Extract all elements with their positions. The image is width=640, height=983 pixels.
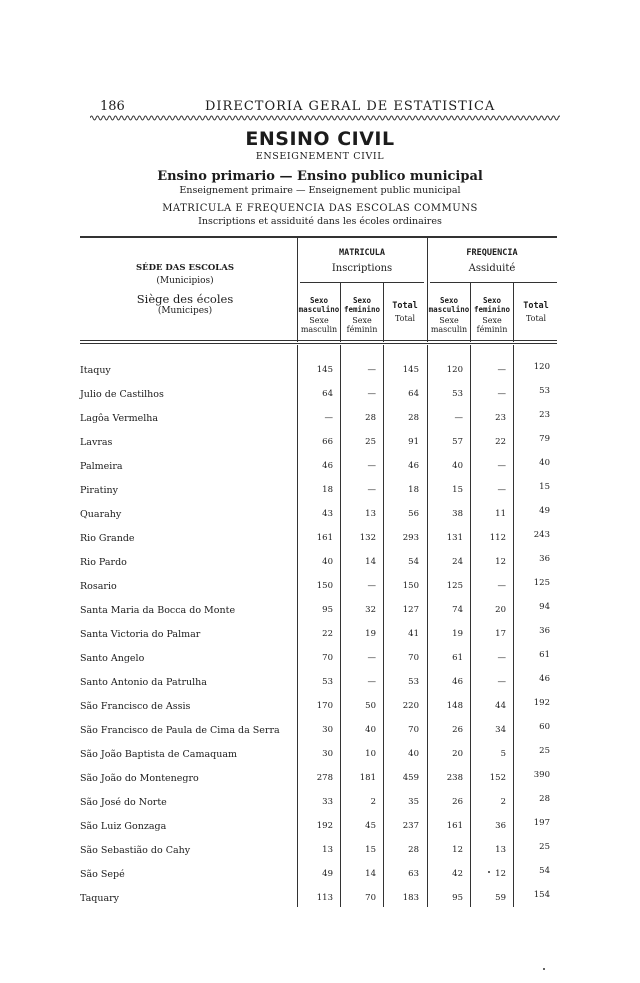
table-cell: 41 [408,629,419,639]
table-cell: — [367,581,376,591]
table-cell: 70 [408,653,419,663]
table-cell: — [367,677,376,687]
table-cell: 46 [539,674,550,684]
table-cell: — [497,653,506,663]
subheader-label-fr: féminin [346,325,378,334]
subheader-label: Sexo [309,296,329,305]
row-name: Rio Pardo [80,557,127,568]
table-cell: 24 [452,557,463,567]
table-cell: 278 [316,773,333,783]
table-cell: 183 [402,893,419,903]
table-cell: 33 [322,797,333,807]
table-cell: 14 [365,557,376,567]
column-rule [297,238,298,342]
table-cell: 12 [495,869,506,879]
table-cell: 30 [322,725,333,735]
table-cell: 25 [539,842,550,852]
header-frequencia-fr: Assiduité [468,263,516,274]
table-cell: 36 [539,626,550,636]
column-rule [383,283,384,342]
table-cell: — [497,485,506,495]
table-cell: 390 [533,770,550,780]
table-cell: 49 [322,869,333,879]
subheader-label: masculino [428,305,470,314]
table-cell: 40 [452,461,463,471]
table-cell: 125 [446,581,463,591]
table-cell: 192 [533,698,550,708]
row-name: São José do Norte [80,797,167,808]
table-cell: 220 [402,701,419,711]
scan-speck [543,968,545,970]
table-cell: 61 [452,653,463,663]
table-cell: 127 [402,605,419,615]
table-cell: 14 [365,869,376,879]
column-rule [340,283,341,342]
table-cell: 66 [322,437,333,447]
subheader-label: feminino [473,305,511,314]
table-cell: 5 [500,749,506,759]
table-cell: 70 [365,893,376,903]
scan-speck [488,871,490,873]
table-cell: 36 [539,554,550,564]
header-matricula-fr: Inscriptions [331,263,393,274]
table-cell: 25 [365,437,376,447]
table-cell: 120 [533,362,550,372]
table-cell: 94 [539,602,550,612]
row-name: São Sepé [80,869,125,880]
table-cell: 40 [322,557,333,567]
header-bottom-rule [80,340,557,341]
subheader-mat-male [298,296,340,334]
header-seat-pt: SÉDE DAS ESCOLAS [136,263,234,273]
table-cell: 79 [539,434,550,444]
subheader-label: Sexo [439,296,459,305]
row-name: Santo Angelo [80,653,145,664]
table-cell: 161 [446,821,463,831]
row-name: Santa Victoria do Palmar [80,629,201,640]
row-name: São João Baptista de Camaquam [80,749,238,760]
table-cell: 34 [495,725,506,735]
table-cell: 11 [495,509,506,519]
table-cell: 53 [408,677,419,687]
row-name: Lavras [80,437,113,448]
table-cell: 197 [533,818,550,828]
table-cell: 237 [402,821,419,831]
header-seat-fr-sub: (Municipes) [157,306,213,316]
table-cell: 95 [322,605,333,615]
table-cell: 35 [408,797,419,807]
table-cell: — [497,389,506,399]
row-name: Palmeira [80,461,123,472]
table-cell: 10 [365,749,376,759]
subheader-mat-female [341,296,383,334]
table-cell: 53 [452,389,463,399]
column-rule [513,283,514,342]
table-cell: — [497,677,506,687]
group-rule-matricula [300,282,424,283]
table-cell: 28 [365,413,376,423]
table-cell: 145 [316,365,333,375]
table-cell: 13 [495,845,506,855]
table-cell: 181 [359,773,376,783]
subheader-freq-total [514,302,558,323]
page-number: 186 [100,99,125,114]
table-cell: 46 [452,677,463,687]
subheader-freq-male [428,296,470,334]
header-seat-fr: Siège des écoles [136,292,234,306]
row-name: Santo Antonio da Patrulha [80,677,207,688]
table-cell: — [367,461,376,471]
table-cell: 28 [408,845,419,855]
subheader-label: Sexo [482,296,502,305]
table-cell: 112 [489,533,506,543]
subheader-label: masculino [298,305,340,314]
table-cell: 2 [500,797,506,807]
table-cell: 38 [452,509,463,519]
table-cell: 49 [539,506,550,516]
table-cell: 19 [365,629,376,639]
subheader-label-fr: Total [394,314,416,323]
table-cell: 40 [408,749,419,759]
table-cell: 60 [539,722,550,732]
page-subtitle-fr: ENSEIGNEMENT CIVIL [255,151,385,162]
table-cell: 74 [452,605,463,615]
table-cell: — [367,653,376,663]
table-cell: — [454,413,463,423]
section-title-fr: Enseignement primaire — Enseignement public municipal [179,185,461,196]
table-cell: 30 [322,749,333,759]
column-rule [470,283,471,342]
table-cell: 22 [322,629,333,639]
table-cell: 44 [495,701,506,711]
subheader-mat-total [384,302,426,323]
table-cell: — [497,365,506,375]
table-cell: 54 [539,866,550,876]
table-cell: 20 [452,749,463,759]
table-top-rule [80,236,557,238]
table-cell: 148 [446,701,463,711]
table-cell: 131 [446,533,463,543]
table-caption: MATRICULA E FREQUENCIA DAS ESCOLAS COMMUNS [162,203,478,214]
table-cell: 15 [365,845,376,855]
header-matricula: MATRICULA [338,248,386,258]
header-frequencia: FREQUENCIA [466,248,518,258]
subheader-label: Sexo [352,296,372,305]
table-cell: 170 [316,701,333,711]
table-cell: 59 [495,893,506,903]
table-cell: 57 [452,437,463,447]
subheader-label-fr: masculin [430,325,468,334]
table-cell: 132 [359,533,376,543]
table-cell: 145 [402,365,419,375]
table-cell: 12 [452,845,463,855]
row-name: São Sebastião do Cahy [80,845,191,856]
header-bottom-rule [80,343,557,344]
table-cell: 40 [539,458,550,468]
table-cell: 192 [316,821,333,831]
table-cell: 12 [495,557,506,567]
table-cell: 26 [452,725,463,735]
table-cell: 32 [365,605,376,615]
table-cell: 238 [446,773,463,783]
table-cell: 36 [495,821,506,831]
table-cell: 54 [408,557,419,567]
row-name: São Francisco de Assis [80,701,191,712]
row-name: Taquary [80,893,120,904]
table-cell: 46 [322,461,333,471]
subheader-label-fr: Sexe [309,316,329,325]
table-cell: — [367,485,376,495]
subheader-label: feminino [343,305,381,314]
row-name: Quarahy [80,509,122,520]
row-name: Itaquy [80,365,111,376]
table-cell: 13 [322,845,333,855]
table-cell: 2 [370,797,376,807]
table-cell: 15 [452,485,463,495]
subheader-label-fr: Total [525,314,547,323]
table-cell: 95 [452,893,463,903]
table-cell: 91 [408,437,419,447]
table-cell: 459 [402,773,419,783]
table-cell: 43 [322,509,333,519]
table-cell: 22 [495,437,506,447]
table-cell: 50 [365,701,376,711]
subheader-label: Total [392,301,418,311]
subheader-label-fr: Sexe [352,316,372,325]
table-cell: 161 [316,533,333,543]
table-cell: 125 [533,578,550,588]
table-cell: 154 [533,890,550,900]
table-cell: 53 [322,677,333,687]
page-title: ENSINO CIVIL [245,128,395,150]
row-name: Lagôa Vermelha [80,413,159,424]
table-cell: 25 [539,746,550,756]
table-cell: — [497,581,506,591]
row-name: Piratiny [80,485,118,496]
table-cell: 45 [365,821,376,831]
section-title: Ensino primario — Ensino publico municipal [157,169,483,184]
table-cell: 19 [452,629,463,639]
table-cell: 53 [539,386,550,396]
header-seat-pt-sub: (Municipios) [156,276,214,286]
row-name: Rio Grande [80,533,135,544]
table-cell: 40 [365,725,376,735]
running-title: DIRECTORIA GERAL DE ESTATISTICA [205,99,496,114]
table-cell: 26 [452,797,463,807]
row-name: São João do Montenegro [80,773,199,784]
table-cell: 293 [402,533,419,543]
row-name: Julio de Castilhos [80,389,164,400]
subheader-label: Total [523,301,549,311]
group-rule-frequencia [430,282,557,283]
table-cell: 64 [322,389,333,399]
table-cell: 15 [539,482,550,492]
table-cell: 150 [402,581,419,591]
row-name: Santa Maria da Bocca do Monte [80,605,236,616]
table-cell: 17 [495,629,506,639]
table-cell: 70 [322,653,333,663]
table-cell: 63 [408,869,419,879]
table-cell: — [497,461,506,471]
table-cell: 13 [365,509,376,519]
row-name: São Francisco de Paula de Cima da Serra [80,725,280,736]
subheader-label-fr: Sexe [439,316,459,325]
table-cell: 243 [533,530,550,540]
row-name: São Luiz Gonzaga [80,821,167,832]
table-cell: 18 [408,485,419,495]
table-cell: 152 [489,773,506,783]
subheader-label-fr: féminin [476,325,508,334]
table-cell: — [367,365,376,375]
table-caption-fr: Inscriptions et assiduité dans les écoles ordinaires [198,216,442,227]
table-cell: 46 [408,461,419,471]
table-cell: 28 [539,794,550,804]
table-cell: 42 [452,869,463,879]
table-cell: 28 [408,413,419,423]
subheader-label-fr: Sexe [482,316,502,325]
table-cell: 23 [495,413,506,423]
wavy-rule [90,114,560,122]
table-cell: — [367,389,376,399]
table-cell: 20 [495,605,506,615]
table-cell: 70 [408,725,419,735]
table-cell: 23 [539,410,550,420]
table-cell: 113 [316,893,333,903]
table-cell: 150 [316,581,333,591]
table-cell: 56 [408,509,419,519]
table-cell: 61 [539,650,550,660]
subheader-label-fr: masculin [300,325,338,334]
table-cell: 18 [322,485,333,495]
row-name: Rosario [80,581,117,592]
subheader-freq-female [471,296,513,334]
table-cell: — [324,413,333,423]
column-rule [427,238,428,342]
table-cell: 64 [408,389,419,399]
table-cell: 120 [446,365,463,375]
